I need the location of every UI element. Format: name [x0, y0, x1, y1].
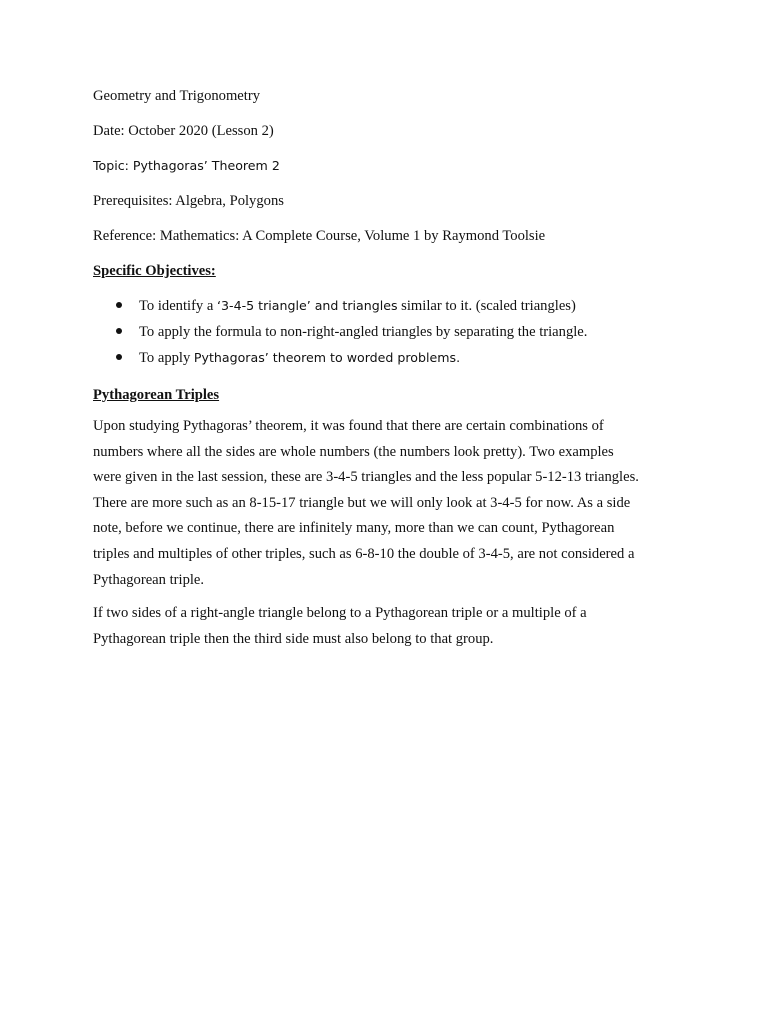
- bullet-marker: [116, 328, 122, 334]
- objectives-heading: Specific Objectives:: [93, 263, 216, 279]
- bullet-marker: [116, 302, 122, 308]
- course-title: Geometry and Trigonometry: [93, 88, 261, 104]
- section-heading: Pythagorean Triples: [93, 387, 220, 403]
- paragraph-line: If two sides of a right-angle triangle belong to a Pythagorean triple or a multiple of a: [93, 605, 587, 621]
- paragraph-line: There are more such as an 8-15-17 triangle but we will only look at 3-4-5 for now. As a side: [93, 494, 631, 511]
- reference: Reference: Mathematics: A Complete Course, Volume 1 by Raymond Toolsie: [93, 228, 546, 244]
- paragraph-line: Pythagorean triple then the third side must also belong to that group.: [93, 630, 494, 647]
- objective-item: To apply the formula to non-right-angled triangles by separating the triangle.: [139, 324, 588, 340]
- body-paragraph: [93, 414, 683, 593]
- objective-item: To identify a ‘3-4-5 triangle’ and triangles similar to it. (scaled triangles): [139, 298, 576, 314]
- paragraph-line: note, before we continue, there are infinitely many, more than we can count, Pythagorean: [93, 520, 615, 537]
- topic-label: Topic:: [93, 158, 133, 173]
- lesson-date: Date: October 2020 (Lesson 2): [93, 123, 274, 139]
- bullet-marker: [116, 354, 122, 360]
- topic-value: Pythagoras’ Theorem 2: [132, 158, 280, 173]
- objective-item: To apply Pythagoras’ theorem to worded problems.: [139, 350, 461, 366]
- prerequisites: Prerequisites: Algebra, Polygons: [93, 193, 284, 209]
- paragraph-line: Upon studying Pythagoras’ theorem, it was found that there are certain combinations of: [93, 418, 604, 434]
- paragraph-line: were given in the last session, these are 3-4-5 triangles and the less popular 5-12-13 triangles.: [93, 469, 639, 486]
- lesson-topic: [93, 159, 280, 174]
- paragraph-line: numbers where all the sides are whole numbers (the numbers look pretty). Two examples: [93, 443, 614, 460]
- paragraph-line: Pythagorean triple.: [93, 571, 205, 588]
- body-paragraph: [93, 601, 683, 652]
- paragraph-line: triples and multiples of other triples, such as 6-8-10 the double of 3-4-5, are not considered a: [93, 545, 635, 562]
